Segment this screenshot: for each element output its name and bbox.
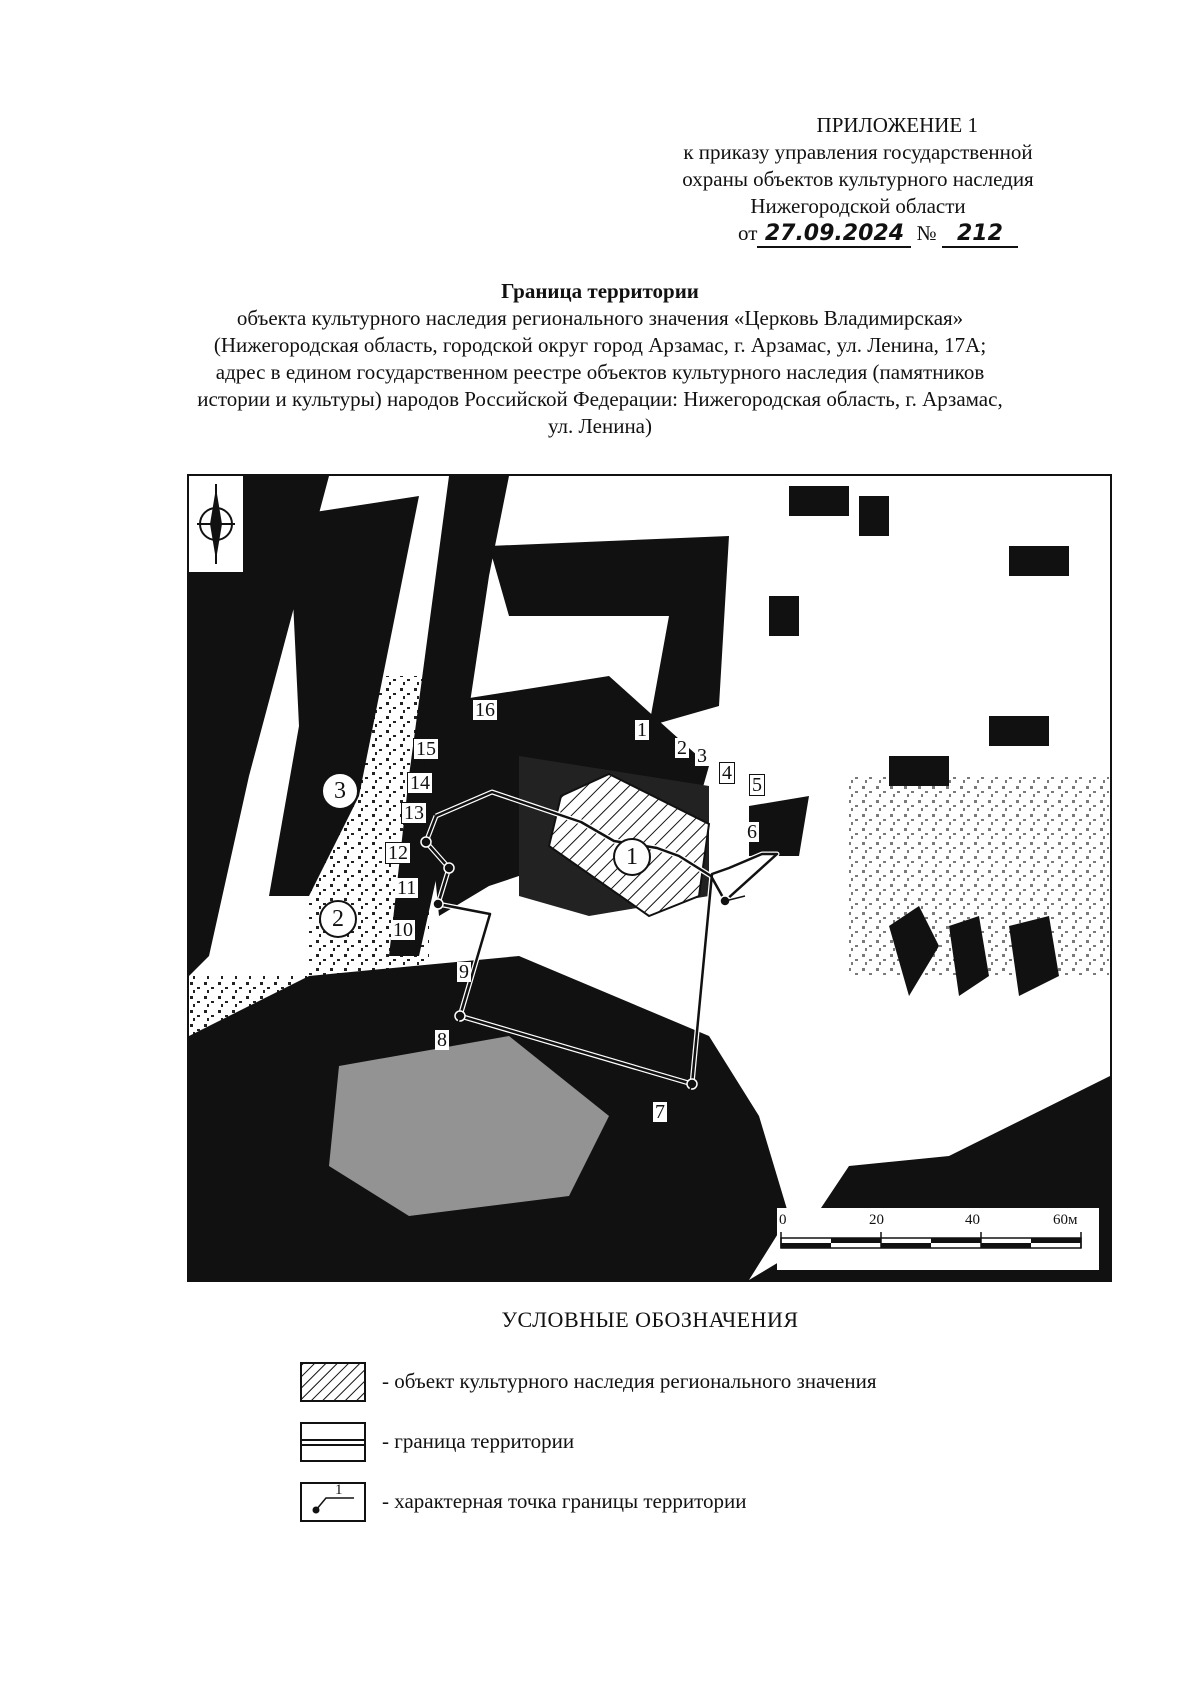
scale-tick-0: 0	[779, 1212, 787, 1228]
legend-point-number: 1	[335, 1482, 343, 1498]
object-label-2: 2	[319, 900, 357, 938]
appendix-line-2: охраны объектов культурного наследия	[682, 167, 1034, 191]
point-label-13: 13	[401, 802, 427, 824]
object-label-1: 1	[613, 838, 651, 876]
boundary-point-icon	[300, 1482, 366, 1522]
north-arrow-icon	[189, 476, 245, 574]
object-label-3: 3	[321, 772, 359, 810]
appendix-date-line	[648, 220, 1068, 248]
scale-tick-40: 40	[965, 1212, 980, 1228]
point-label-10: 10	[393, 919, 413, 941]
legend-text-heritage-object: - объект культурного наследия регионального значения	[382, 1369, 877, 1393]
point-label-9: 9	[459, 961, 469, 983]
hatched-area-icon	[300, 1362, 366, 1402]
date-value: 27.09.2024	[757, 222, 911, 248]
number-prefix: №	[916, 221, 937, 245]
point-label-5: 5	[749, 774, 765, 796]
point-label-16: 16	[475, 699, 495, 721]
appendix-title: ПРИЛОЖЕНИЕ 1	[816, 113, 978, 137]
point-label-1: 1	[637, 719, 647, 741]
legend-title: УСЛОВНЫЕ ОБОЗНАЧЕНИЯ	[501, 1307, 799, 1332]
point-label-3: 3	[697, 745, 707, 767]
heading-line-1: объекта культурного наследия регионального значения «Церковь Владимирская»	[236, 306, 964, 330]
point-label-7: 7	[655, 1101, 665, 1123]
point-label-12: 12	[385, 842, 411, 864]
scale-tick-20: 20	[869, 1212, 884, 1228]
point-label-4: 4	[719, 762, 735, 784]
point-label-11: 11	[397, 877, 417, 899]
appendix-line-1: к приказу управления государственной	[683, 140, 1033, 164]
compass-glyph	[189, 476, 243, 572]
scale-bar-graphic	[777, 1208, 1099, 1270]
aerial-photo	[189, 476, 1110, 1280]
boundary-line-icon	[300, 1422, 366, 1462]
document-heading	[150, 278, 1050, 440]
heading-line-4: истории и культуры) народов Российской Федерации: Нижегородская область, г. Арзамас,	[197, 387, 1003, 411]
point-label-14: 14	[407, 772, 433, 794]
date-prefix: от	[738, 221, 758, 245]
appendix-line-3: Нижегородской области	[750, 194, 966, 218]
point-label-6: 6	[747, 821, 757, 843]
number-value: 212	[942, 222, 1018, 248]
legend-text-boundary: - граница территории	[382, 1429, 575, 1453]
point-label-15: 15	[413, 738, 439, 760]
legend-text-point: - характерная точка границы территории	[382, 1489, 747, 1513]
territory-map	[187, 474, 1112, 1282]
heading-line-5: ул. Ленина)	[547, 414, 652, 438]
scale-tick-60: 60м	[1053, 1212, 1078, 1228]
point-label-8: 8	[437, 1029, 447, 1051]
scale-bar	[777, 1208, 1099, 1270]
point-label-2: 2	[677, 737, 687, 759]
heading-line-3: адрес в едином государственном реестре объектов культурного наследия (памятников	[215, 360, 985, 384]
appendix-block	[648, 112, 1068, 248]
document-title: Граница территории	[501, 279, 699, 303]
heading-line-2: (Нижегородская область, городской округ город Арзамас, г. Арзамас, ул. Ленина, 17А;	[213, 333, 987, 357]
